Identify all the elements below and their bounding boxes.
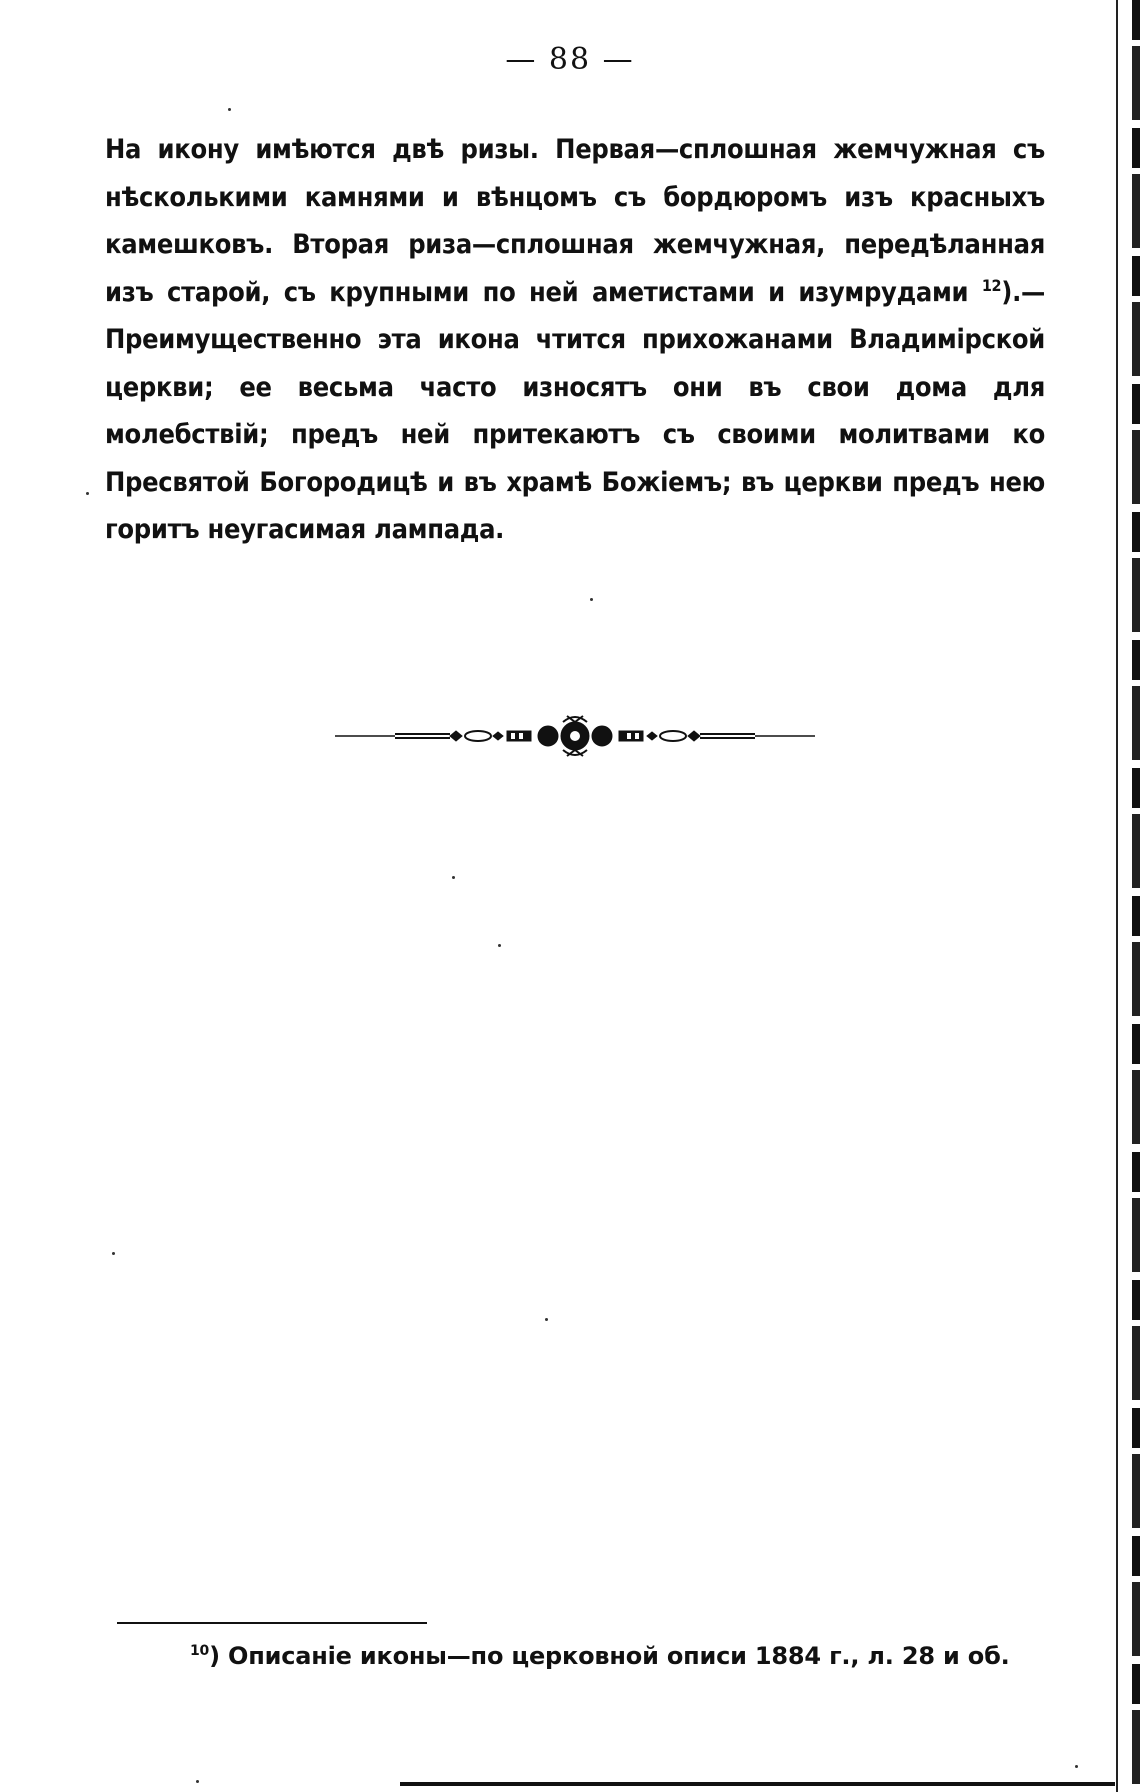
scan-speck (196, 1780, 199, 1783)
scan-speck (545, 1318, 548, 1321)
decorative-divider-ornament (335, 712, 815, 760)
footnote (190, 1640, 1040, 1672)
scan-speck (86, 492, 89, 495)
scan-speck (112, 1252, 115, 1255)
scan-speck (1075, 1765, 1078, 1768)
scan-speck (452, 876, 455, 879)
footnote-reference: 12 (981, 275, 1002, 295)
body-text-part-1: На икону имѣются двѣ ризы. Первая—сплошная жемчужная съ нѣсколькими камнями и вѣнцомъ съ бордюромъ изъ красныхъ камешковъ. Вторая риза—сплошная жемчужная, передѣланная изъ старой, съ крупными по ней аметистами и изумрудами (105, 134, 1045, 308)
scan-speck (228, 108, 231, 111)
page-bottom-edge (400, 1782, 1115, 1786)
page-edge-shadow (1132, 0, 1140, 1792)
footnote-text: ) Описаніе иконы—по церковной описи 1884 г., л. 28 и об. (209, 1642, 1010, 1670)
page-edge-line (1116, 0, 1118, 1792)
footnote-mark: 10 (190, 1643, 210, 1659)
body-paragraph (105, 126, 1045, 554)
page-number: — 88 — (505, 42, 635, 77)
body-text-part-2: ).—Преимущественно эта икона чтится прихожанами Владимірской церкви; ее весьма часто износятъ они въ свои дома для молебствій; предъ ней притекаютъ съ своими молитвами ко Пресвятой Богородицѣ и въ храмѣ Божіемъ; въ церкви предъ нею горитъ неугасимая лампада. (105, 276, 1045, 545)
scan-speck (498, 944, 501, 947)
scan-speck (590, 598, 593, 601)
footnote-separator (117, 1622, 427, 1624)
